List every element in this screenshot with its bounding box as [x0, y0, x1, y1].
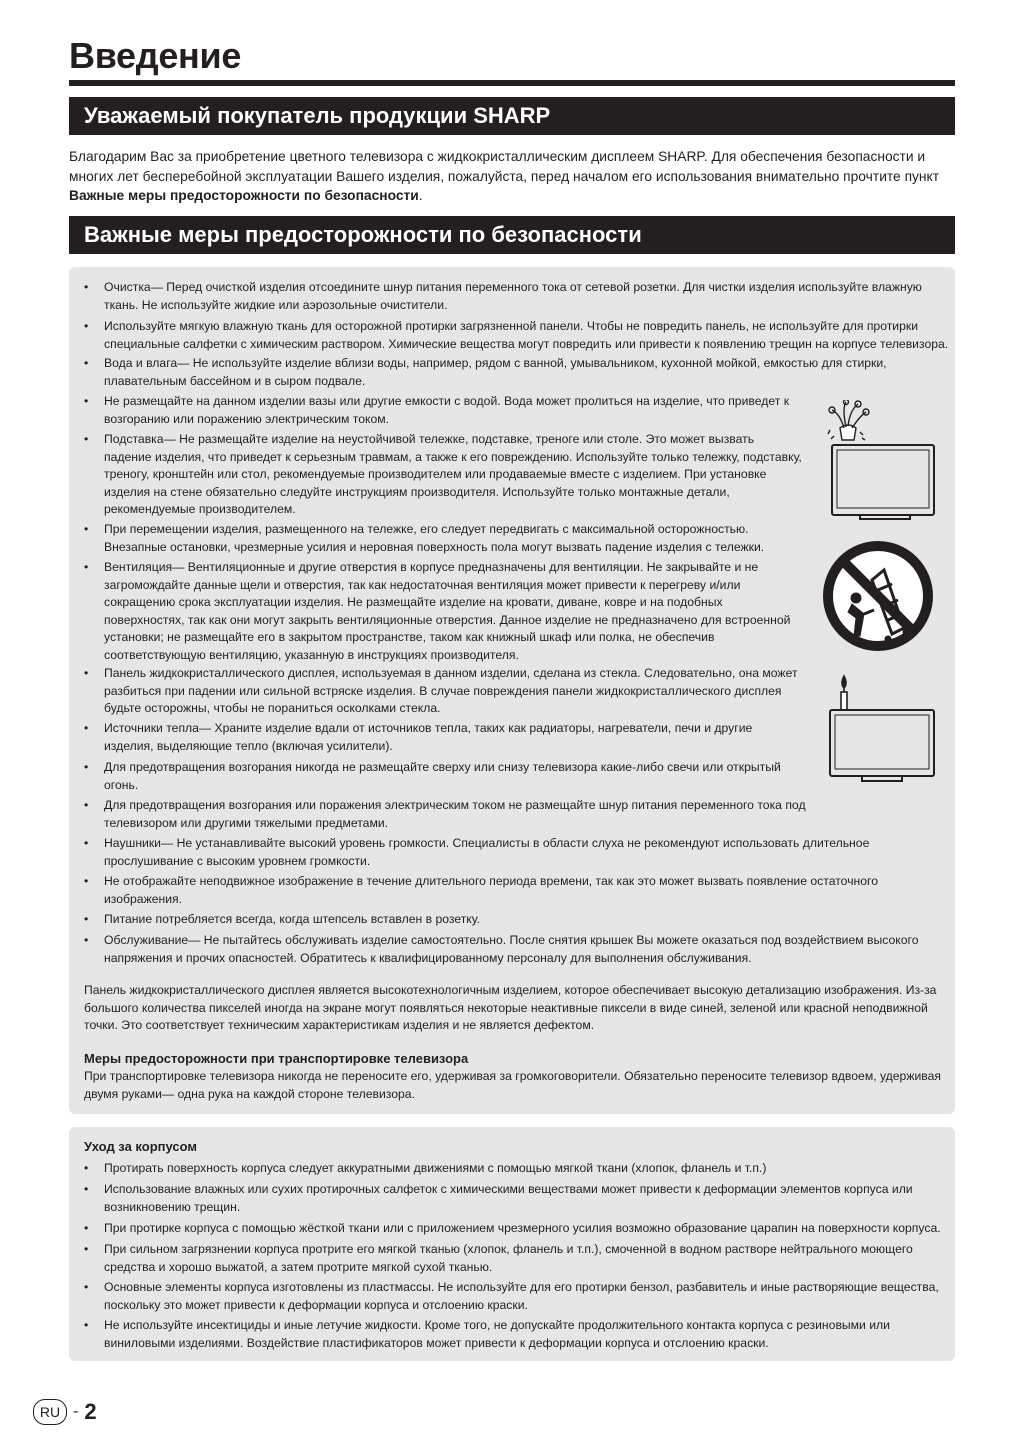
safety-item: • Используйте мягкую влажную ткань для осторожной протирки загрязненной панели. Чтобы не повредить панель, не используйте для протирки специальные салфетки с химическим раствором. Химические вещества могут повредить или привести к появлению трещин на корпусе телевизора.	[104, 318, 949, 353]
safety-item: • Обслуживание— Не пытайтесь обслуживать изделие самостоятельно. После снятия крышек Вы можете оказаться под воздействием высокого напряжения и прочих опасностей. Обратитесь к квалифицированному персоналу для выполнения обслуживания.	[104, 932, 939, 967]
transport-title: Меры предосторожности при транспортировке телевизора	[84, 1051, 469, 1066]
page-number: 2	[84, 1399, 97, 1424]
safety-item: • Вентиляция— Вентиляционные и другие отверстия в корпусе предназначены для вентиляции. Не закрывайте и не загромождайте данные щели и отверстия, так как недостаточная вентиляция может привести к перегреву и/или сокращению срока эксплуатации изделия. Не размещайте изделие на кровати, диване, ковре и на подобных поверхностях, так как они могут закрыть вентиляционные отверстия. Данное изделие не предназначено для встроенной установки; не размещайте его в закрытом пространстве, таком как книжный шкаф или полка, не обеспечив соответствующую вентиляцию, указанную в инструкциях производителя.	[104, 559, 804, 664]
safety-item: • Питание потребляется всегда, когда штепсель вставлен в розетку.	[104, 911, 944, 929]
care-item: • Использование влажных или сухих протирочных салфеток с химическими веществами может привести к деформации элементов корпуса или возникновению трещин.	[104, 1181, 934, 1216]
section-safety: Важные меры предосторожности по безопасности	[69, 216, 955, 254]
care-item: • Не используйте инсектициды и иные летучие жидкости. Кроме того, не допускайте продолжительного контакта корпуса с резиновыми или виниловыми изделиями. Воздействие пластификаторов может привести к деформации корпуса и отслоению краски.	[104, 1317, 904, 1352]
safety-item: • Для предотвращения возгорания или поражения электрическим током не размещайте шнур питания переменного тока под телевизором или другими тяжелыми предметами.	[104, 797, 824, 832]
intro-emphasis: Важные меры предосторожности по безопасности	[69, 188, 419, 203]
safety-item: • Очистка— Перед очисткой изделия отсоедините шнур питания переменного тока от сетевой розетки. Для чистки изделия используйте влажную ткань. Не используйте жидкие или аэрозольные очистители.	[104, 279, 939, 314]
care-item: • Основные элементы корпуса изготовлены из пластмассы. Не используйте для его протирки бензол, разбавитель и иные растворяющие вещества, поскольку это может привести к деформации корпуса и отслоению краски.	[104, 1279, 944, 1314]
safety-item: • Вода и влага— Не используйте изделие вблизи воды, например, рядом с ванной, умывальником, кухонной мойкой, емкостью для стирки, плавательным бассейном и в сыром подвале.	[104, 355, 894, 390]
lcd-note: Панель жидкокристаллического дисплея является высокотехнологичным изделием, которое обеспечивает высокую детализацию изображения. Из-за большого количества пикселей иногда на экране могут появляться некоторые неактивные пиксели в виде синей, зеленой или красной неподвижной точки. Это соответствует техническим характеристикам изделия и не является дефектом.	[84, 983, 937, 1032]
title-rule	[69, 80, 955, 86]
intro-text: Благодарим Вас за приобретение цветного телевизора с жидкокристаллическим дисплеем SHARP. Для обеспечения безопасности и многих лет бесперебойной эксплуатации Вашего изделия, пожалуйста, перед началом его использования внимательно прочтите пункт	[69, 149, 940, 184]
safety-item: • Наушники— Не устанавливайте высокий уровень громкости. Специалисты в области слуха не рекомендуют использовать длительное прослушивание с высоким уровнем громкости.	[104, 835, 894, 870]
care-item: • При протирке корпуса с помощью жёсткой ткани или с приложением чрезмерного усилия возможно образование царапин на поверхности корпуса.	[104, 1220, 944, 1238]
safety-item: • Для предотвращения возгорания никогда не размещайте сверху или снизу телевизора какие-либо свечи или открытый огонь.	[104, 759, 804, 794]
safety-item: • Источники тепла— Храните изделие вдали от источников тепла, таких как радиаторы, нагреватели, печи и другие изделия, выделяющие тепло (включая усилители).	[104, 720, 804, 755]
transport-text: При транспортировке телевизора никогда не переносите его, удерживая за громкоговорители. Обязательно переносите телевизор вдвоем, удерживая двумя руками— одна рука на каждой стороне телевизора.	[84, 1069, 941, 1101]
care-item: • Протирать поверхность корпуса следует аккуратными движениями с помощью мягкой ткани (хлопок, фланель и т.п.)	[104, 1160, 944, 1178]
candle-on-tv-icon	[820, 672, 940, 784]
page-footer	[33, 1397, 97, 1427]
no-cart-tipping-icon	[822, 540, 934, 652]
language-badge: RU	[33, 1399, 67, 1425]
intro-end: .	[418, 188, 423, 203]
vase-on-tv-icon	[820, 400, 940, 525]
care-item: • При сильном загрязнении корпуса протрите его мягкой тканью (хлопок, фланель и т.п.), смоченной в водном растворе нейтрального моющего средства и хорошо выжатой, а затем протрите мягкой сухой тканью.	[104, 1241, 924, 1276]
section-dear-customer: Уважаемый покупатель продукции SHARP	[69, 97, 955, 135]
intro-paragraph	[69, 147, 955, 206]
care-title: Уход за корпусом	[84, 1139, 198, 1154]
safety-item: • Подставка— Не размещайте изделие на неустойчивой тележке, подставке, треноге или столе. Это может вызвать падение изделия, что приведет к серьезным травмам, а также к его повреждению. Используйте только тележку, подставку, треногу, кронштейн или стол, рекомендуемые производителем или продаваемые вместе с изделием. При установке изделия на стене обязательно следуйте инструкциям производителя. Используйте только монтажные детали, рекомендуемые производителем.	[104, 431, 804, 519]
page-title: Введение	[69, 35, 242, 76]
footer-separator: -	[73, 1403, 79, 1420]
safety-item: • При перемещении изделия, размещенного на тележке, его следует передвигать с максимальной осторожностью. Внезапные остановки, чрезмерные усилия и неровная поверхность пола могут вызвать падение изделия с тележки.	[104, 521, 804, 556]
safety-item: • Не размещайте на данном изделии вазы или другие емкости с водой. Вода может пролиться на изделие, что приведет к возгоранию или поражению электрическим током.	[104, 393, 804, 428]
safety-item: • Панель жидкокристаллического дисплея, используемая в данном изделии, сделана из стекла. Следовательно, она может разбиться при падении или сильной встряске изделия. В случае повреждения панели жидкокристаллического дисплея будьте осторожны, чтобы не пораниться осколками стекла.	[104, 665, 804, 718]
safety-item: • Не отображайте неподвижное изображение в течение длительного периода времени, так как это может вызвать появление остаточного изображения.	[104, 873, 904, 908]
